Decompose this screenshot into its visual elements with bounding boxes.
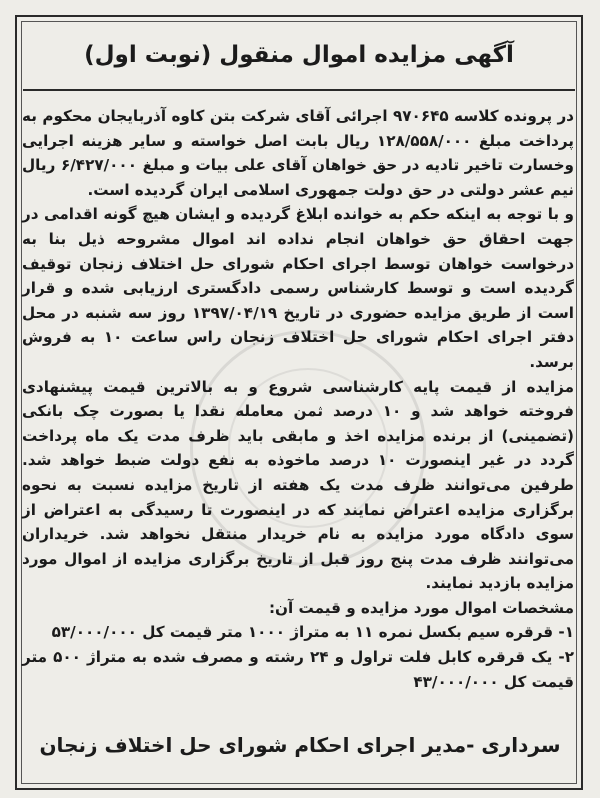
paragraph-auction-terms: مزایده از قیمت پایه کارشناسی شروع و به بالاترین قیمت پیشنهادی فروخته خواهد شد و ۱۰ درصد ثمن معامله نقدا یا بصورت چک بانکی (تضمینی) از برنده مزایده اخذ و مابقی باید ظرف مدت یک ماه پرداخت گردد در غیر اینصورت ۱۰ درصد ماخوذه به نفع دولت ضبط خواهد شد. طرفین می‌توانند ظرف مدت یک هفته از تاریخ مزایده نسبت به نحوه برگزاری مزایده اعتراض نمایند که در اینصورت تا رسیدگی به اعتراض از سوی دادگاه مورد مزایده به نام خریدار منتقل نخواهد شد. خریداران می‌توانند ظرف مدت پنج روز قبل از تاریخ برگزاری مزایده از اموال مورد مزایده بازدید نمایند. — [22, 377, 575, 593]
title-box — [23, 21, 575, 91]
items-heading: مشخصات اموال مورد مزایده و قیمت آن: — [268, 598, 574, 617]
paragraph-seizure: و با توجه به اینکه حکم به خوانده ابلاغ گردیده و ایشان هیچ گونه اقدامی در جهت احقاق حق خواهان انجام نداده اند اموال مشروحه ذیل بنا به درخواست خواهان توسط اجرای احکام شورای حل اختلاف زنجان توقیف گردیده است و توسط کارشناس رسمی دادگستری ارزیابی شده و قرار است از طریق مزایده حضوری در تاریخ ۱۳۹۷/۰۴/۱۹ روز سه شنبه در محل دفتر اجرای احکام شورای حل اختلاف زنجان راس ساعت ۱۰ به فروش برسد. — [22, 205, 575, 371]
signature-line: سرداری -مدیر اجرای احکام شورای حل اختلاف زنجان — [39, 733, 561, 757]
paragraph-judgment: در پرونده کلاسه ۹۷۰۶۴۵ اجرائی آقای شرکت بتن کاوه آذربایجان محکوم به پرداخت مبلغ ۱۲۸/۵۵۸/۰۰۰ ریال بابت اصل خواسته و سایر هزینه اجرایی وخسارت تاخیر تادیه در حق خواهان آقای علی بیات و مبلغ ۶/۴۲۷/۰۰۰ ریال نیم عشر دولتی در حق دولت جمهوری اسلامی ایران گردیده است. — [22, 107, 574, 199]
notice-title: آگهی مزایده اموال منقول (نوبت اول) — [84, 42, 514, 68]
notice-body — [22, 104, 574, 694]
item-2: ۲- یک قرقره کابل فلت تراول و ۲۴ رشته و مصرف شده به متراژ ۵۰۰ متر قیمت کل ۴۳/۰۰۰/۰۰۰ — [22, 648, 575, 691]
item-1: ۱- قرقره سیم بکسل نمره ۱۱ به متراژ ۱۰۰۰ متر قیمت کل ۵۳/۰۰۰/۰۰۰ — [51, 623, 574, 642]
